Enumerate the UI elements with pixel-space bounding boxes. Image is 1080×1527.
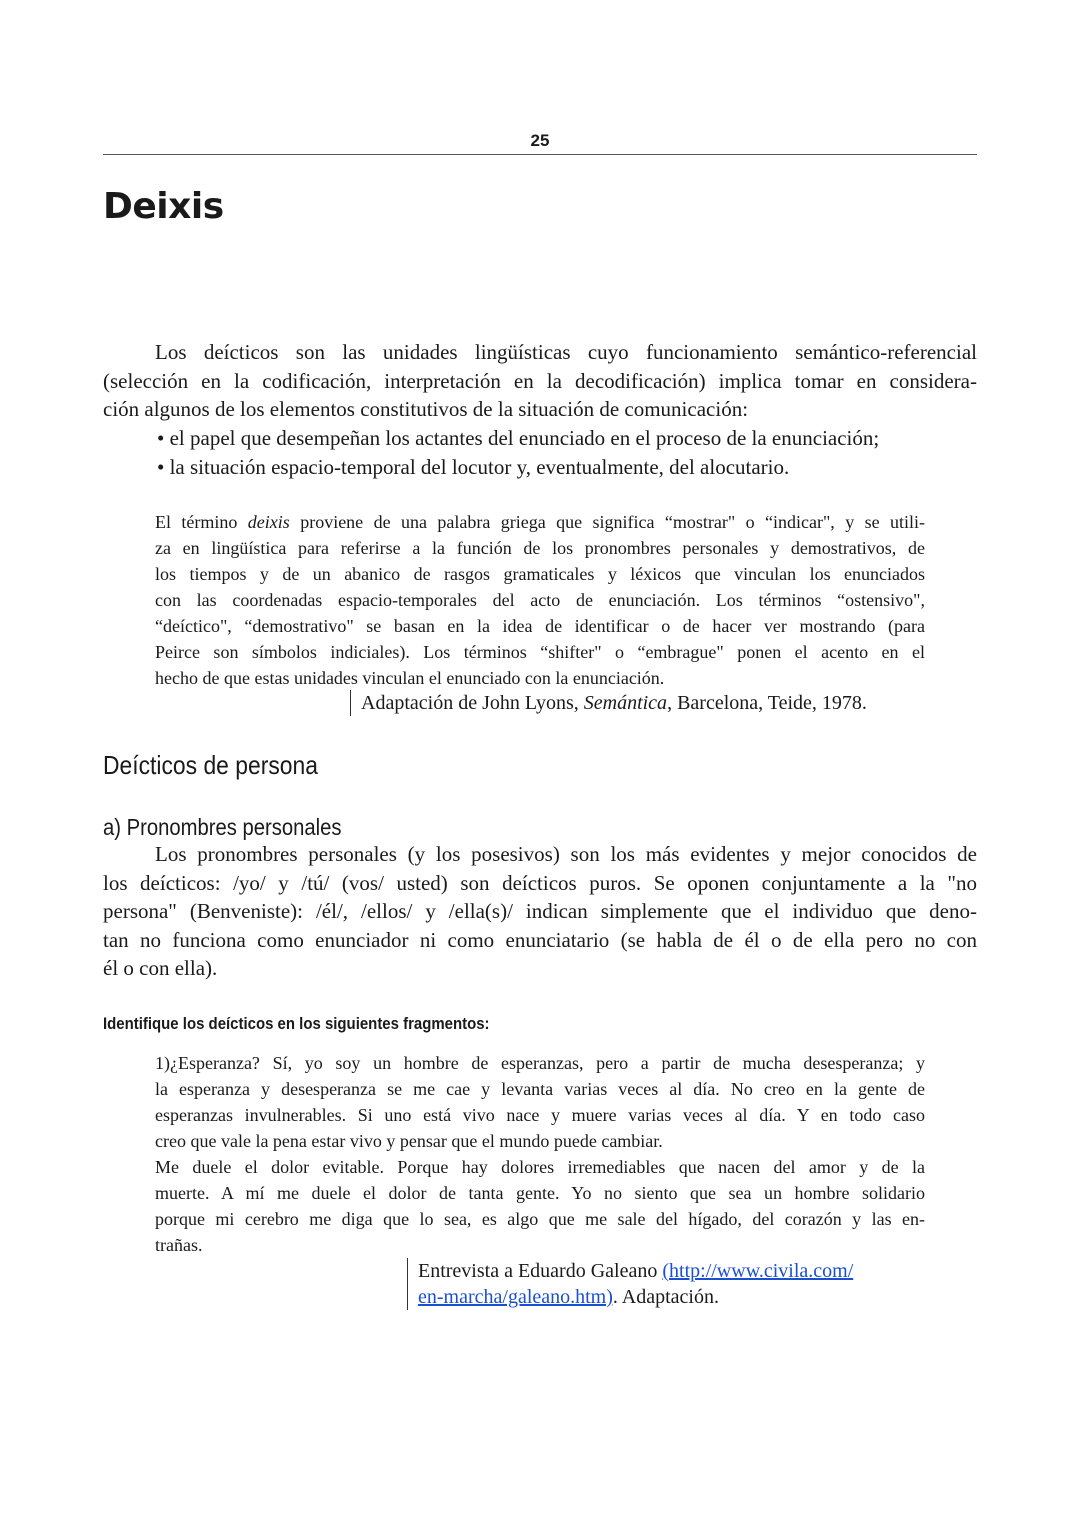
page-title: Deixis [103,186,224,227]
page-number: 25 [530,131,550,150]
quote-line: los tiempos y de un abanico de rasgos gramaticales y léxicos que vinculan los enunciados [155,564,925,584]
header-rule [103,154,977,155]
galeano-citation [407,1258,853,1310]
source-link[interactable]: en-marcha/galeano.htm) [418,1286,613,1308]
citation-text: , Barcelona, Teide, 1978. [667,692,867,714]
citation-text: . Adaptación. [612,1286,719,1308]
intro-paragraph [103,338,977,424]
fragment-line: esperanzas invulnerables. Si uno está vivo nace y muere varias veces al día. Y en todo caso [155,1105,925,1125]
quote-line: “deíctico", “demostrativo" se basan en la idea de identificar o de hacer ver mostrando (para [155,616,925,636]
bullet-item: • el papel que desempeñan los actantes del enunciado en el proceso de la enunciación; [157,426,880,450]
fragment-line: la esperanza y desesperanza se me cae y levanta varias veces al día. No creo en la gente de [155,1079,925,1099]
lyons-citation [350,690,867,716]
lyons-quote [155,509,925,691]
quote-text: El término [155,512,248,532]
galeano-fragment [155,1050,925,1258]
fragment-line: 1)¿Esperanza? Sí, yo soy un hombre de esperanzas, pero a partir de mucha desesperanza; y [155,1053,925,1073]
paragraph-line: él o con ella). [103,956,218,980]
paragraph-line: Los pronombres personales (y los posesivos) son los más evidentes y mejor conocidos de [155,842,977,866]
bullet-item: • la situación espacio-temporal del locutor y, eventualmente, del alocutario. [157,454,790,479]
quote-line: hecho de que estas unidades vinculan el enunciado con la enunciación. [155,668,665,688]
section-heading: Deícticos de persona [103,750,318,780]
paragraph-line: persona" (Benveniste): /él/, /ellos/ y /ella(s)/ indican simplemente que el individuo que deno- [103,899,977,923]
pronouns-paragraph [103,840,977,983]
citation-book: Semántica [583,692,668,714]
fragment-line: porque mi cerebro me diga que lo sea, es algo que me sale del hígado, del corazón y las en- [155,1209,925,1229]
intro-line: ción algunos de los elementos constitutivos de la situación de comunicación: [103,397,749,421]
source-link[interactable]: (http://www.civila.com/ [662,1260,854,1282]
quote-line: Peirce son símbolos indiciales). Los términos “shifter" o “embrague" ponen el acento en el [155,642,925,662]
fragment-line: Me duele el dolor evitable. Porque hay dolores irremediables que nacen del amor y de la [155,1157,925,1177]
citation-line [418,1258,853,1284]
quote-line: za en lingüística para referirse a la función de los pronombres personales y demostrativos, de [155,538,925,558]
quote-line [155,509,925,535]
paragraph-line: tan no funciona como enunciador ni como enunciatario (se habla de él o de ella pero no con [103,927,977,952]
citation-text: Entrevista a Eduardo Galeano [418,1260,663,1282]
subsection-heading: a) Pronombres personales [103,814,342,840]
intro-bullets [157,424,977,481]
quote-line: con las coordenadas espacio-temporales del acto de enunciación. Los términos “ostensivo", [155,590,925,610]
citation-line [418,1284,853,1310]
intro-line: Los deícticos son las unidades lingüísticas cuyo funcionamiento semántico-referencial [155,340,977,364]
exercise-instruction: Identifique los deícticos en los siguientes fragmentos: [103,1014,490,1033]
citation-text: Adaptación de John Lyons, [361,692,584,714]
quote-term: deixis [247,512,290,532]
fragment-line: muerte. A mí me duele el dolor de tanta gente. Yo no siento que sea un hombre solidario [155,1183,925,1203]
paragraph-line: los deícticos: /yo/ y /tú/ (vos/ usted) son deícticos puros. Se oponen conjuntamente a la "no [103,870,977,895]
fragment-line: trañas. [155,1235,203,1255]
fragment-line: creo que vale la pena estar vivo y pensar que el mundo puede cambiar. [155,1131,663,1151]
quote-text: proviene de una palabra griega que significa “mostrar" o “indicar", y se utili- [289,512,926,532]
intro-line: (selección en la codificación, interpretación en la decodificación) implica tomar en considera- [103,368,977,393]
